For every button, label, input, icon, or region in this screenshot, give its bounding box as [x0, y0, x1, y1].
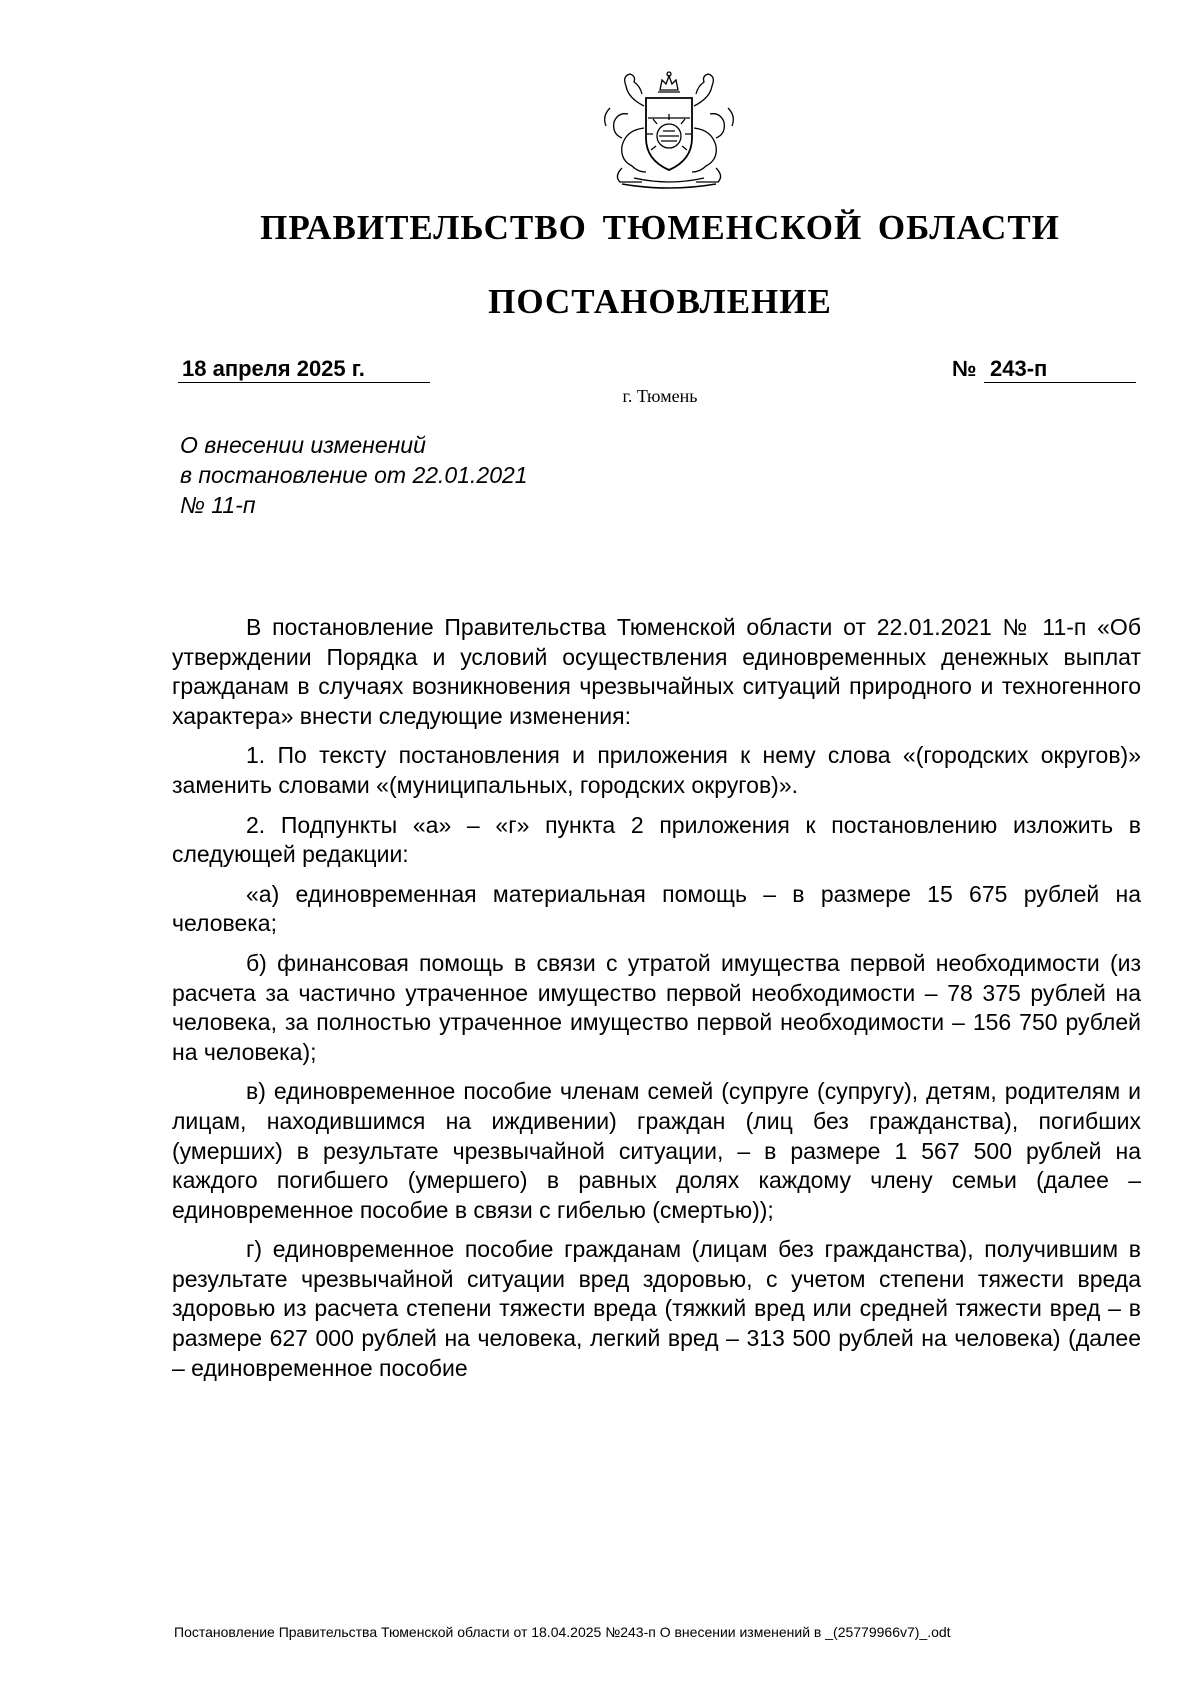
document-number-field [984, 352, 1136, 383]
intro-paragraph: В постановление Правительства Тюменской области от 22.01.2021 № 11-п «Об утверждении Порядка и условий осуществления единовременных денежных выплат гражданам в случаях возникновения чрезвычайных ситуаций природного и техногенного характера» внести следующие изменения: [172, 614, 1141, 729]
document-body [172, 613, 1141, 1393]
paragraph-item-2: 2. Подпункты «а» – «г» пункта 2 приложения к постановлению изложить в следующей редакции: [172, 811, 1141, 868]
subject-line-2: в постановление от 22.01.2021 [180, 462, 528, 488]
document-number [952, 352, 1136, 382]
document-type: ПОСТАНОВЛЕНИЕ [488, 282, 832, 321]
document-subject [180, 430, 700, 520]
government-name: ПРАВИТЕЛЬСТВО ТЮМЕНСКОЙ ОБЛАСТИ [260, 208, 1060, 247]
paragraph-subitem-v: в) единовременное пособие членам семей (супруге (супругу), детям, родителям и лицам, находившимся на иждивении) граждан (лиц без гражданства), погибших (умерших) в результате чрезвычайной ситуации, – в размере 1 567 500 рублей на каждого погибшего (умершего) в равных долях каждому члену семьи (далее – единовременное пособие в связи с гибелью (смертью)); [172, 1078, 1141, 1223]
document-date-value: 18 апреля 2025 г. [182, 356, 365, 381]
document-date [178, 352, 430, 383]
paragraph-subitem-g: г) единовременное пособие гражданам (лицам без гражданства), получившим в результате чрезвычайной ситуации вред здоровью, с учетом степени тяжести вреда здоровью из расчета степени тяжести вреда (тяжкий вред или средней тяжести вред – в размере 627 000 рублей на человека, легкий вред – 313 500 рублей на человека) (далее – единовременное пособие [172, 1236, 1141, 1381]
paragraph-item-1: 1. По тексту постановления и приложения к нему слова «(городских округов)» заменить словами «(муниципальных, городских округов)». [172, 742, 1141, 798]
document-number-value: 243-п [990, 356, 1048, 381]
number-sign: № [952, 356, 977, 381]
subject-line-3: № 11-п [180, 492, 256, 518]
tyumen-coat-of-arms-icon [592, 68, 746, 190]
page-footer: Постановление Правительства Тюменской области от 18.04.2025 №243-п О внесении изменений в _(25779966v7)_.odt [174, 1624, 951, 1640]
subject-line-1: О внесении изменений [180, 432, 426, 458]
city: г. Тюмень [622, 386, 698, 406]
paragraph-subitem-b: б) финансовая помощь в связи с утратой имущества первой необходимости (из расчета за частично утраченное имущество первой необходимости – 78 375 рублей на человека, за полностью утраченное имущество первой необходимости – 156 750 рублей на человека); [172, 949, 1141, 1065]
paragraph-subitem-a: «а) единовременная материальная помощь – в размере 15 675 рублей на человека; [172, 880, 1141, 937]
